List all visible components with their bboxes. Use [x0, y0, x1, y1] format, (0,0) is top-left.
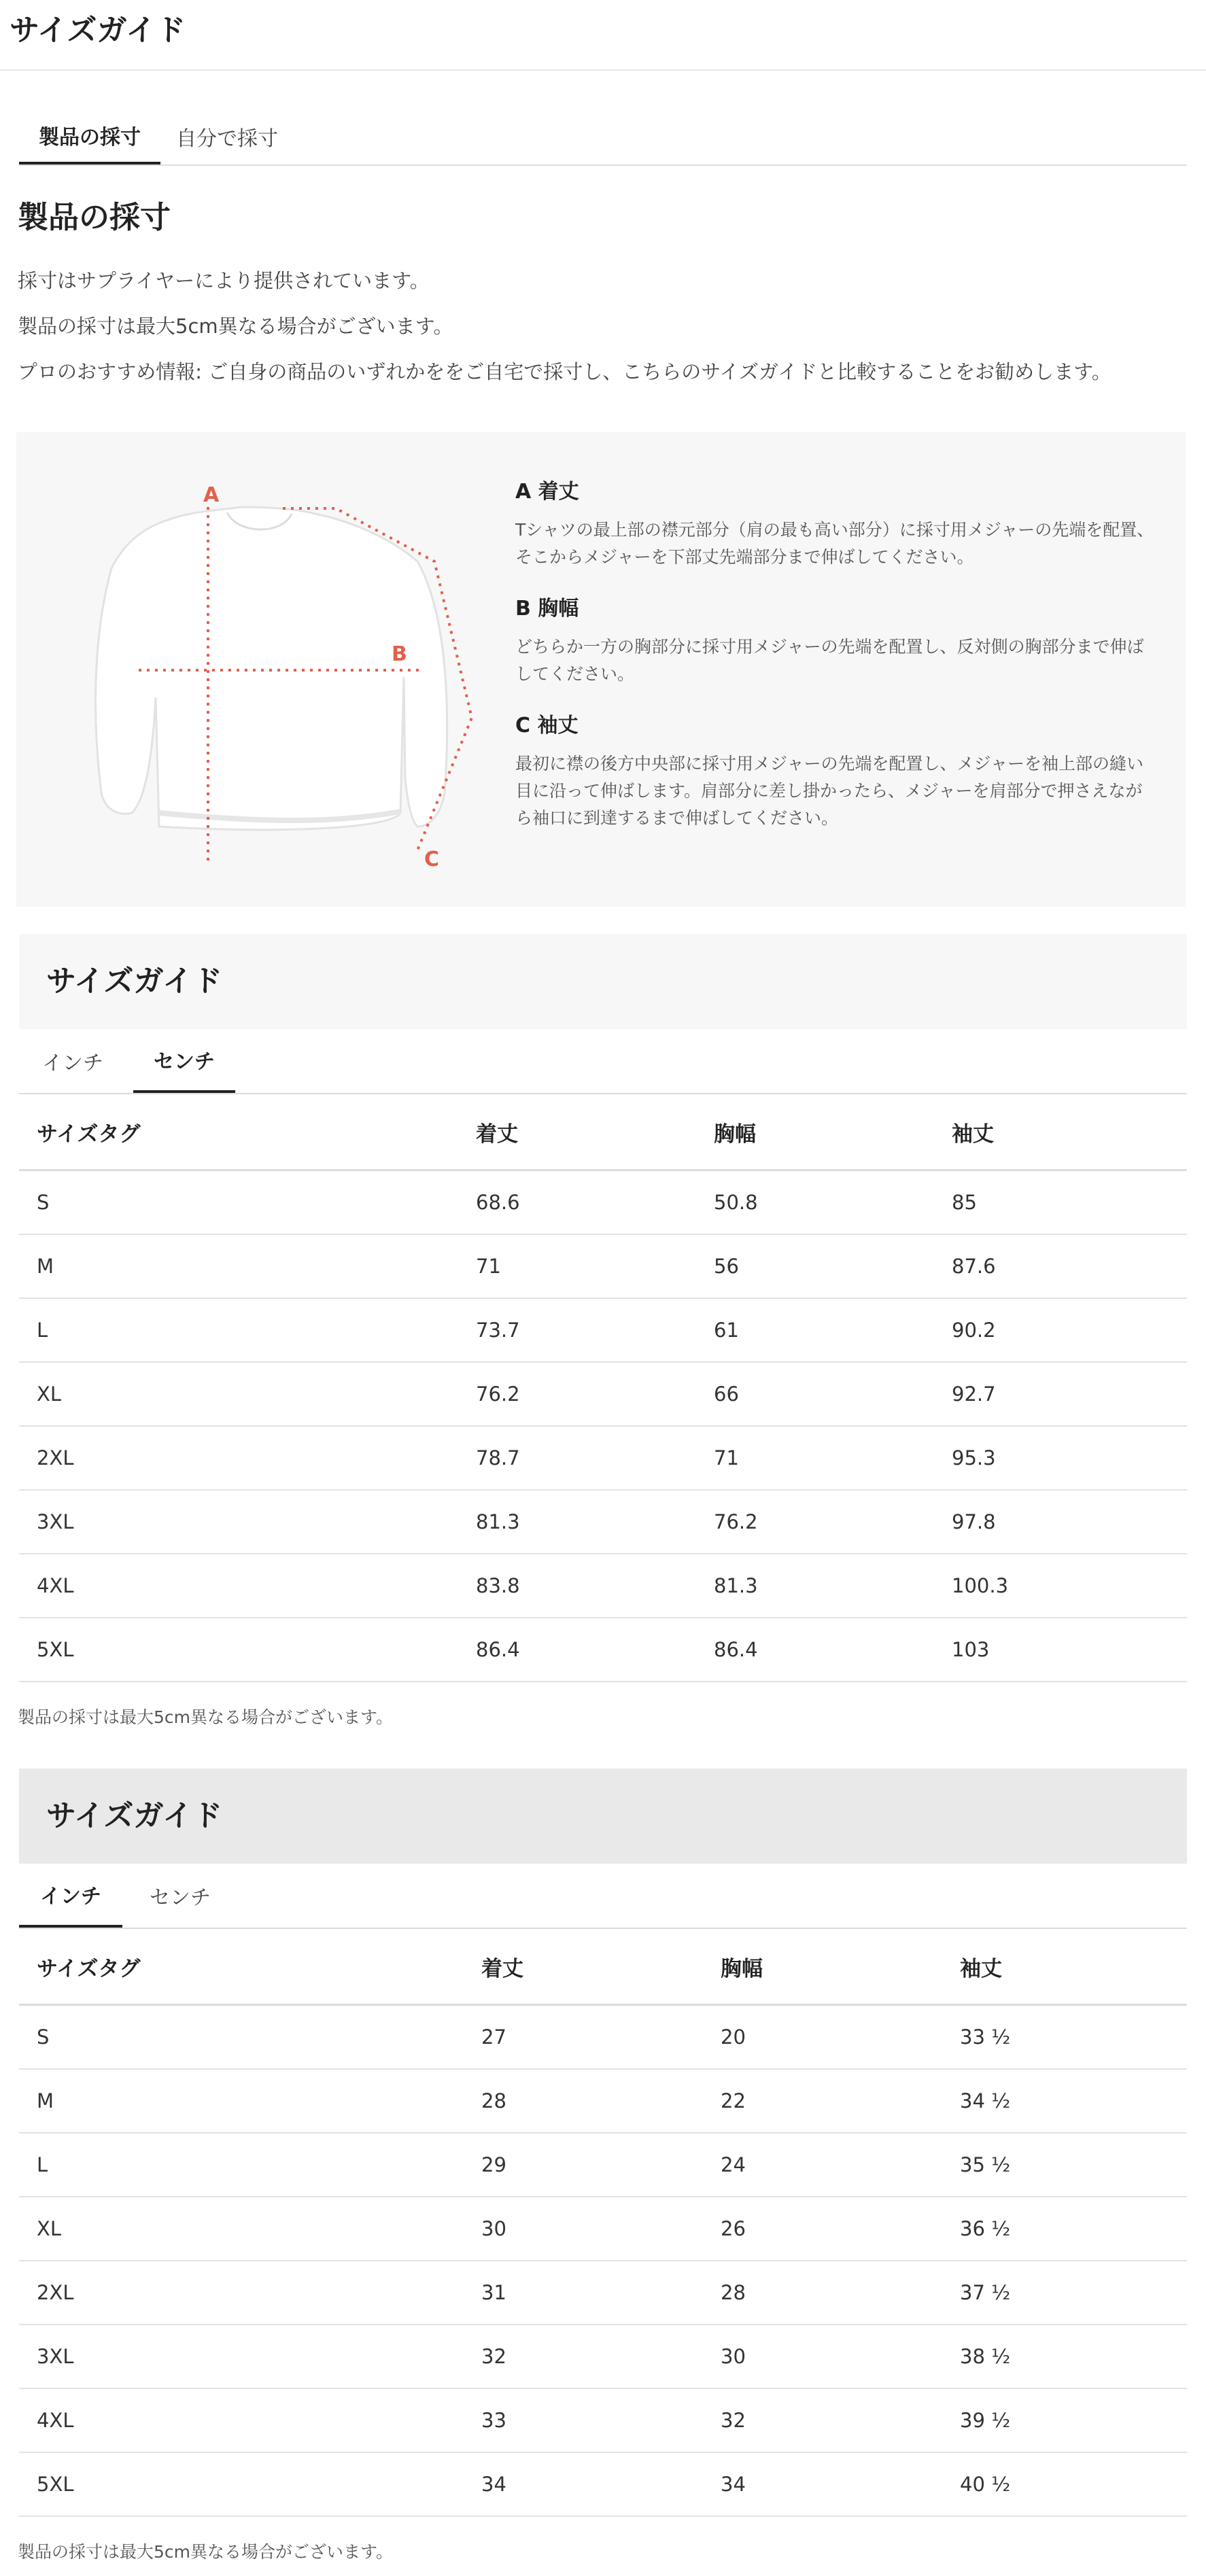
table-cell: 68.6 [458, 1170, 696, 1235]
measure-a-text: Tシャツの最上部の襟元部分（肩の最も高い部分）に採寸用メジャーの先端を配置、そこからメジャーを下部丈先端部分まで伸ばしてください。 [515, 520, 1154, 567]
table-row [19, 1234, 1187, 1298]
column-header: 着丈 [464, 1929, 703, 2005]
table-cell: 32 [464, 2325, 703, 2388]
column-header: 胸幅 [696, 1094, 934, 1170]
table-cell: 92.7 [934, 1362, 1187, 1426]
table-row [19, 2069, 1187, 2133]
table-cell: 78.7 [458, 1426, 696, 1490]
size-guide-inch-title: サイズガイド [46, 1798, 223, 1833]
table-row [19, 2005, 1187, 2070]
table-header-row [19, 1929, 1187, 2005]
tab-inch[interactable]: インチ [19, 1864, 122, 1928]
size-table-inch [19, 1929, 1187, 2517]
table-cell: 2XL [19, 1426, 458, 1490]
table-cell: 103 [934, 1618, 1187, 1682]
size-guide-cm-unit-tabs [19, 1029, 1187, 1094]
table-cell: 32 [703, 2388, 942, 2452]
table-cell: 34 [464, 2452, 703, 2516]
table-cell: 56 [696, 1234, 934, 1298]
table-row [19, 1426, 1187, 1490]
table-cell: 83.8 [458, 1554, 696, 1618]
tab-self-measurements[interactable]: 自分で採寸 [176, 127, 278, 151]
pro-tip: プロのおすすめ情報: ご自身の商品のいずれかををご自宅で採寸し、こちらのサイズガイドと比較することをお勧めします。 [18, 360, 1112, 383]
table-cell: 2XL [19, 2261, 464, 2325]
sweatshirt-image [96, 507, 447, 830]
table-cell: 66 [696, 1362, 934, 1426]
table-cell: 22 [703, 2069, 942, 2133]
table-cell: 28 [464, 2069, 703, 2133]
product-measurements-title: 製品の採寸 [18, 199, 171, 235]
column-header: サイズタグ [19, 1094, 458, 1170]
label-b: B [392, 642, 407, 666]
table-cell: 71 [458, 1234, 696, 1298]
sweatshirt-diagram [64, 473, 499, 867]
table-cell: 4XL [19, 2388, 464, 2452]
table-cell: 71 [696, 1426, 934, 1490]
table-cell: 39 ½ [942, 2388, 1187, 2452]
table-row [19, 2452, 1187, 2516]
table-cell: M [19, 1234, 458, 1298]
table-cell: 31 [464, 2261, 703, 2325]
table-cell: 35 ½ [942, 2133, 1187, 2197]
table-cell: 73.7 [458, 1298, 696, 1362]
measure-a-title: A 着丈 [515, 480, 579, 504]
table-cell: 90.2 [934, 1298, 1187, 1362]
table-cell: 5XL [19, 1618, 458, 1682]
table-row [19, 2261, 1187, 2325]
label-a: A [203, 483, 220, 507]
table-cell: 28 [703, 2261, 942, 2325]
table-cell: XL [19, 2197, 464, 2261]
table-cell: 5XL [19, 2452, 464, 2516]
table-cell: S [19, 1170, 458, 1235]
table-cell: 38 ½ [942, 2325, 1187, 2388]
measure-b-title: B 胸幅 [515, 597, 579, 621]
measurement-tabs [19, 109, 1187, 166]
tab-cm[interactable]: センチ [133, 1029, 235, 1093]
table-cell: 29 [464, 2133, 703, 2197]
column-header: サイズタグ [19, 1929, 464, 2005]
tab-product-measurements[interactable]: 製品の採寸 [19, 109, 160, 164]
table-cell: 3XL [19, 1490, 458, 1554]
table-row [19, 1362, 1187, 1426]
table-row [19, 2388, 1187, 2452]
table-cell: 76.2 [696, 1490, 934, 1554]
table-cell: 36 ½ [942, 2197, 1187, 2261]
page-title: サイズガイド [10, 13, 186, 48]
size-table-cm [19, 1094, 1187, 1682]
table-cell: 27 [464, 2005, 703, 2070]
table-cell: 87.6 [934, 1234, 1187, 1298]
table-cell: 33 ½ [942, 2005, 1187, 2070]
table-cell: 34 ½ [942, 2069, 1187, 2133]
table-cell: M [19, 2069, 464, 2133]
table-cell: 86.4 [458, 1618, 696, 1682]
measure-c-text: 最初に襟の後方中央部に採寸用メジャーの先端を配置し、メジャーを袖上部の縫い目に沿って伸ばします。肩部分に差し掛かったら、メジャーを肩部分で押さえながら袖口に到達するまで伸ばしてください。 [515, 754, 1144, 828]
table-row [19, 1170, 1187, 1235]
size-guide-cm-note: 製品の採寸は最大5cm異なる場合がございます。 [18, 1707, 394, 1727]
column-header: 袖丈 [934, 1094, 1187, 1170]
table-cell: 37 ½ [942, 2261, 1187, 2325]
table-cell: 24 [703, 2133, 942, 2197]
table-row [19, 1298, 1187, 1362]
size-guide-inch-note: 製品の採寸は最大5cm異なる場合がございます。 [18, 2542, 394, 2562]
size-guide-cm-header [19, 934, 1187, 1029]
table-cell: 61 [696, 1298, 934, 1362]
measure-c-title: C 袖丈 [515, 714, 579, 737]
column-header: 着丈 [458, 1094, 696, 1170]
table-cell: XL [19, 1362, 458, 1426]
table-cell: L [19, 2133, 464, 2197]
table-cell: 76.2 [458, 1362, 696, 1426]
column-header: 袖丈 [942, 1929, 1187, 2005]
size-guide-inch-unit-tabs [19, 1864, 1187, 1929]
table-cell: S [19, 2005, 464, 2070]
tab-cm[interactable]: センチ [150, 1886, 211, 1910]
table-cell: 30 [703, 2325, 942, 2388]
column-header: 胸幅 [703, 1929, 942, 2005]
table-cell: 33 [464, 2388, 703, 2452]
table-cell: 86.4 [696, 1618, 934, 1682]
variance-note: 製品の採寸は最大5cm異なる場合がございます。 [18, 315, 453, 338]
table-cell: 95.3 [934, 1426, 1187, 1490]
table-row [19, 2325, 1187, 2388]
table-cell: 50.8 [696, 1170, 934, 1235]
table-cell: 30 [464, 2197, 703, 2261]
table-cell: 4XL [19, 1554, 458, 1618]
table-cell: 81.3 [458, 1490, 696, 1554]
table-cell: 26 [703, 2197, 942, 2261]
measure-b-text: どちらか一方の胸部分に採寸用メジャーの先端を配置し、反対側の胸部分まで伸ばしてください。 [515, 637, 1144, 684]
table-row [19, 2197, 1187, 2261]
table-cell: 97.8 [934, 1490, 1187, 1554]
table-row [19, 1618, 1187, 1682]
size-guide-inch-header [19, 1769, 1187, 1864]
table-row [19, 1490, 1187, 1554]
table-row [19, 2133, 1187, 2197]
table-cell: 3XL [19, 2325, 464, 2388]
table-cell: 85 [934, 1170, 1187, 1235]
supplier-note: 採寸はサプライヤーにより提供されています。 [18, 269, 430, 292]
table-cell: L [19, 1298, 458, 1362]
size-guide-cm-title: サイズガイド [46, 964, 223, 998]
page-header [0, 0, 1206, 71]
table-cell: 81.3 [696, 1554, 934, 1618]
table-cell: 100.3 [934, 1554, 1187, 1618]
tab-inch[interactable]: インチ [42, 1051, 103, 1075]
table-cell: 34 [703, 2452, 942, 2516]
table-row [19, 1554, 1187, 1618]
label-c: C [424, 848, 440, 867]
table-cell: 20 [703, 2005, 942, 2070]
table-header-row [19, 1094, 1187, 1170]
table-cell: 40 ½ [942, 2452, 1187, 2516]
measurement-guide [16, 432, 1186, 907]
